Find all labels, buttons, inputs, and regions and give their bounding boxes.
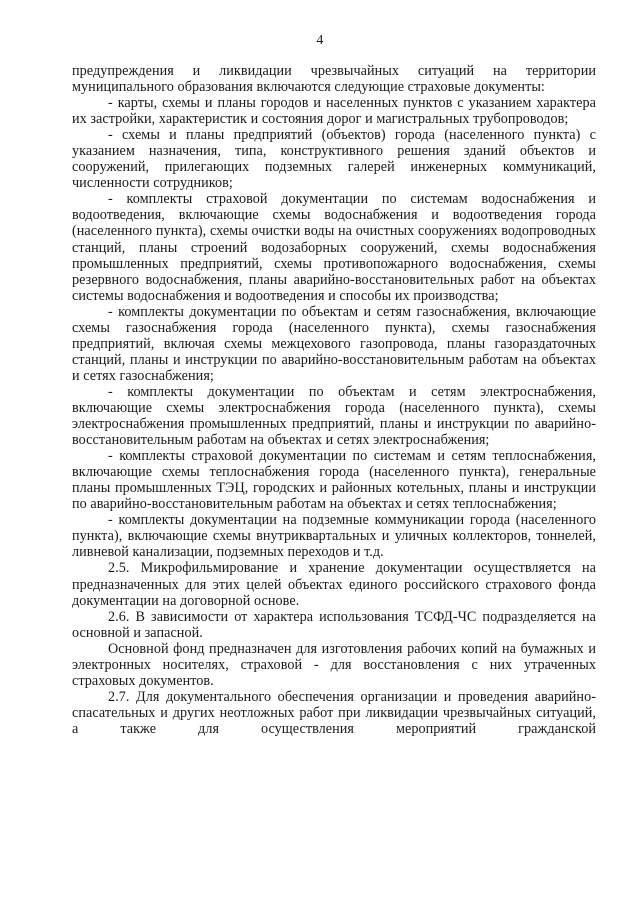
paragraph-intro-continuation: предупреждения и ликвидации чрезвычайных ситуаций на территории муниципального образования включаются следующие страховые документы: bbox=[72, 63, 596, 96]
list-item-electricity-docs: - комплекты документации по объектам и сетям электроснабжения, включающие схемы электроснабжения города (населенного пункта), схемы электроснабжения промышленных предприятий, планы и инструкции по аварийно-восстановительным работам на объектах и сетях электроснабжения; bbox=[72, 383, 596, 449]
list-item-water-supply-docs: - комплекты страховой документации по системам водоснабжения и водоотведения, включающие схемы водоснабжения и водоотведения города (населенного пункта), схемы очистки воды на очистных сооружениях водопроводных станций, планы строений водозаборных сооружений, схемы водоснабжения промышленных предприятий, схемы противопожарного водоснабжения, схемы резервного водоснабжения, планы аварийно-восстановительных работ на объектах системы водоснабжения и водоотведения и способы их производства; bbox=[72, 191, 596, 304]
paragraph-2-5-microfilming: 2.5. Микрофильмирование и хранение документации осуществляется на предназначенных для этих целей объектах единого российского страхового фонда документации на договорной основе. bbox=[72, 560, 596, 609]
list-item-underground-utilities: - комплекты документации на подземные коммуникации города (населенного пункта), включающие схемы внутриквартальных и уличных коллекторов, тоннелей, ливневой канализации, подземных переходов и т.д. bbox=[72, 512, 596, 561]
paragraph-main-fund-purpose: Основной фонд предназначен для изготовления рабочих копий на бумажных и электронных носителях, страховой - для восстановления с них утраченных страховых документов. bbox=[72, 640, 596, 689]
document-body bbox=[72, 63, 596, 737]
page-number: 4 bbox=[316, 33, 324, 48]
list-item-heat-supply-docs: - комплекты страховой документации по системам и сетям теплоснабжения, включающие схемы теплоснабжения города (населенного пункта), генеральные планы промышленных ТЭЦ, городских и районных котельных, планы и инструкции по аварийно-восстановительным работам на объектах и сетях теплоснабжения; bbox=[72, 448, 596, 513]
paragraph-2-6-fund-types: 2.6. В зависимости от характера использования ТСФД-ЧС подразделяется на основной и запасной. bbox=[72, 608, 596, 641]
paragraph-2-7-documentation-support: 2.7. Для документального обеспечения организации и проведения аварийно-спасательных и других неотложных работ при ликвидации чрезвычайных ситуаций, а также для осуществления мероприятий гражданской bbox=[72, 688, 596, 737]
list-item-enterprise-plans: - схемы и планы предприятий (объектов) города (населенного пункта) с указанием назначения, типа, конструктивного решения зданий объектов и сооружений, прилегающих подземных галерей инженерных коммуникаций, численности сотрудников; bbox=[72, 127, 596, 192]
list-item-gas-supply-docs: - комплекты документации по объектам и сетям газоснабжения, включающие схемы газоснабжения города (населенного пункта), схемы газоснабжения предприятий, включая схемы межцехового газопровода, планы газораздаточных станций, планы и инструкции по аварийно-восстановительным работам на объектах и сетях газоснабжения; bbox=[72, 303, 596, 384]
list-item-maps-schemes: - карты, схемы и планы городов и населенных пунктов с указанием характера их застройки, характеристик и состояния дорог и магистральных трубопроводов; bbox=[72, 95, 596, 128]
